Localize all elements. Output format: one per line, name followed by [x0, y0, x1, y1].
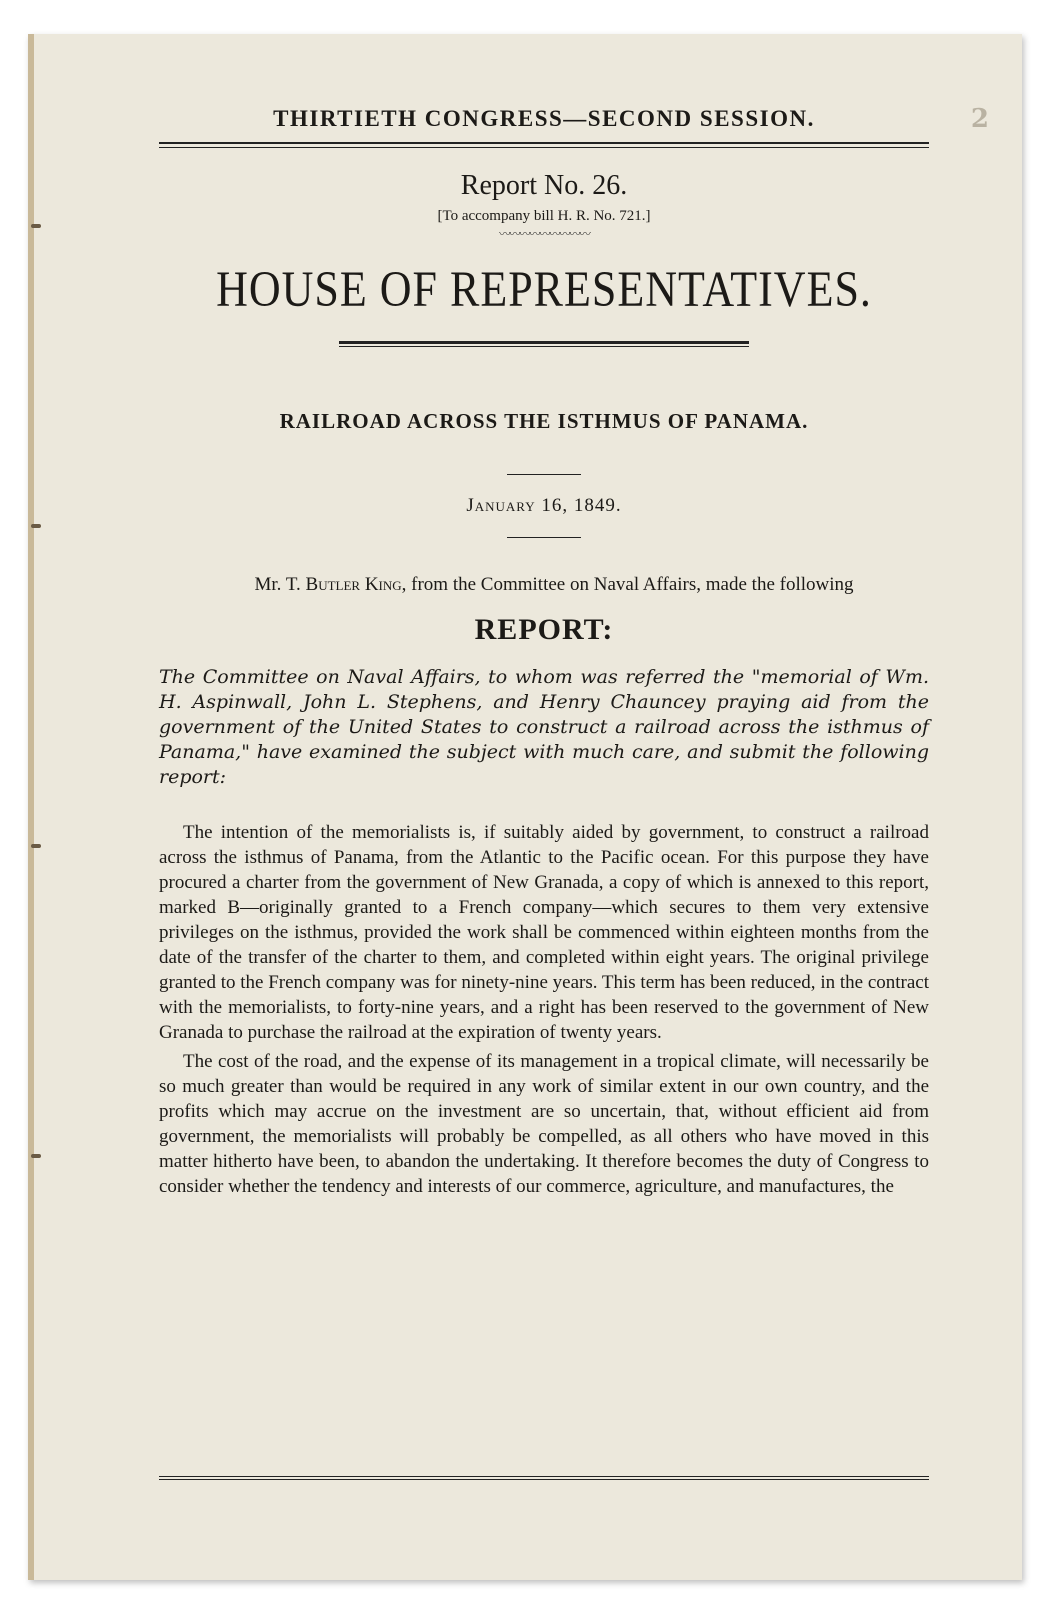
header-rule	[159, 142, 929, 148]
footer-rule	[159, 1476, 929, 1480]
intro-suffix: , from the Committee on Naval Affairs, made the following	[401, 574, 854, 595]
binding-hole	[31, 224, 41, 228]
document-page	[28, 34, 1022, 1580]
page-content	[159, 34, 989, 1199]
body-paragraph: The cost of the road, and the expense of its management in a tropical climate, will necessarily be so much greater than would be required in any work of similar extent in our own country, and the profits which may accrue on the investment are so uncertain, that, without efficient aid from government, the memorialists will probably be compelled, as all others who have moved in this matter hitherto have been, to abandon the undertaking. It therefore becomes the duty of Congress to consider whether the tendency and interests of our commerce, agriculture, and manufactures, the	[159, 1051, 929, 1197]
accompany-note: [To accompany bill H. R. No. 721.]	[437, 208, 651, 224]
title-rule	[339, 341, 749, 347]
report-body	[159, 820, 929, 1199]
binding-hole	[31, 524, 41, 528]
wavy-rule: 〰〰〰〰〰〰〰〰〰	[498, 227, 589, 241]
short-rule	[507, 537, 581, 538]
chamber-title: HOUSE OF REPRESENTATIVES.	[216, 261, 872, 318]
report-number: Report No. 26.	[460, 170, 628, 201]
binding-hole	[31, 1154, 41, 1158]
subject-title: RAILROAD ACROSS THE ISTHMUS OF PANAMA.	[279, 409, 809, 433]
report-date: January 16, 1849.	[466, 495, 622, 516]
short-rule	[507, 474, 581, 475]
intro-prefix: Mr. T.	[254, 574, 306, 595]
session-header: THIRTIETH CONGRESS—SECOND SESSION.	[273, 106, 815, 131]
report-heading: REPORT:	[474, 613, 614, 646]
binding-hole	[31, 844, 41, 848]
member-name: Butler King	[305, 574, 402, 595]
page-number: 2	[970, 104, 989, 134]
body-paragraph: The intention of the memorialists is, if suitably aided by government, to construct a railroad across the isthmus of Panama, from the Atlantic to the Pacific ocean. For this purpose they have procured a charter from the government of New Granada, a copy of which is annexed to this report, marked B—originally granted to a French company—which secures to them very extensive privileges on the isthmus, provided the work shall be commenced within eighteen months from the date of the transfer of the charter to them, and completed within eight years. The original privilege granted to the French company was for ninety-nine years. This term has been reduced, in the contract with the memorialists, to forty-nine years, and a right has been reserved to the government of New Granada to purchase the railroad at the expiration of twenty years.	[159, 822, 929, 1043]
intro-line	[159, 572, 929, 597]
committee-statement: The Committee on Naval Affairs, to whom was referred the "memorial of Wm. H. Aspinwall, John L. Stephens, and Henry Chauncey praying aid from the government of the United States to construct a railroad across the isthmus of Panama," have examined the subject with much care, and submit the following report:	[159, 666, 929, 788]
